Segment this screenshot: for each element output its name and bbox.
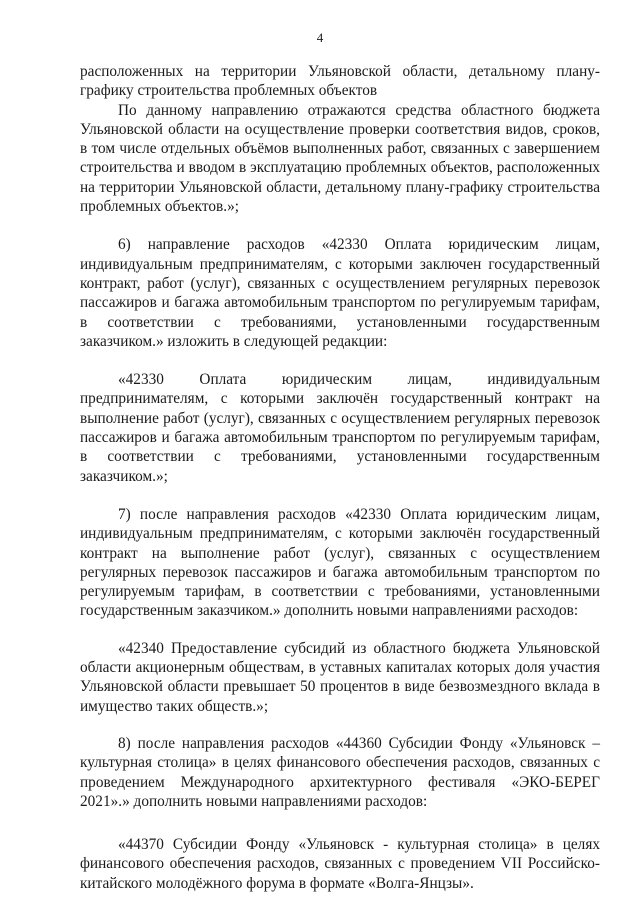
paragraph-44370: «44370 Субсидии Фонду «Ульяновск - культурная столица» в целях финансового обеспечения расходов, связанных с проведением VII Российско-китайского молодёжного форума в формате «Волга-Янцзы».: [80, 836, 600, 892]
document-body: [80, 62, 600, 893]
paragraph-item-6: 6) направление расходов «42330 Оплата юридическим лицам, индивидуальным предпринимателям, с которыми заключен государственный контракт, работ (услуг), связанных с осуществлением регулярных перевозок пассажиров и багажа автомобильным транспортом по регулируемым тарифам, в соответствии с требованиями, установленными государственным заказчиком.» изложить в следующей редакции:: [80, 236, 600, 350]
paragraph-item-7: 7) после направления расходов «42330 Оплата юридическим лицам, индивидуальным предпринимателям, с которыми заключён государственный контракт на выполнение работ (услуг), связанных с осуществлением регулярных перевозок пассажиров и багажа автомобильным транспортом по регулируемым тарифам, в соответствии с требованиями, установленными государственным заказчиком.» дополнить новыми направлениями расходов:: [80, 505, 600, 620]
paragraph-42340: «42340 Предоставление субсидий из областного бюджета Ульяновской области акционерным обществам, в уставных капиталах которых доля участия Ульяновской области превышает 50 процентов в виде безвозмездного вклада в имущество таких обществ.»;: [80, 639, 600, 715]
paragraph-budget-description: По данному направлению отражаются средства областного бюджета Ульяновской области на осуществление проверки соответствия видов, сроков, в том числе отдельных объёмов выполненных работ, связанных с завершением строительства и вводом в эксплуатацию проблемных объектов, расположенных на территории Ульяновской области, детальному плану-графику строительства проблемных объектов.»;: [80, 101, 600, 216]
paragraph-42330-new-wording: «42330 Оплата юридическим лицам, индивидуальным предпринимателям, с которыми заключён государственный контракт на выполнение работ (услуг), связанных с осуществлением регулярных перевозок пассажиров и багажа автомобильным транспортом по регулируемым тарифам, в соответствии с требованиями, установленными государственным заказчиком.»;: [80, 371, 600, 485]
paragraph-item-8: 8) после направления расходов «44360 Субсидии Фонду «Ульяновск – культурная столица» в целях финансового обеспечения расходов, связанных с проведением Международного архитектурного фестиваля «ЭКО-БЕРЕГ 2021».» дополнить новыми направлениями расходов:: [80, 734, 600, 810]
paragraph-continuation: расположенных на территории Ульяновской области, детальному плану-графику строительства проблемных объектов: [80, 63, 600, 100]
page-number: 4: [316, 30, 324, 45]
